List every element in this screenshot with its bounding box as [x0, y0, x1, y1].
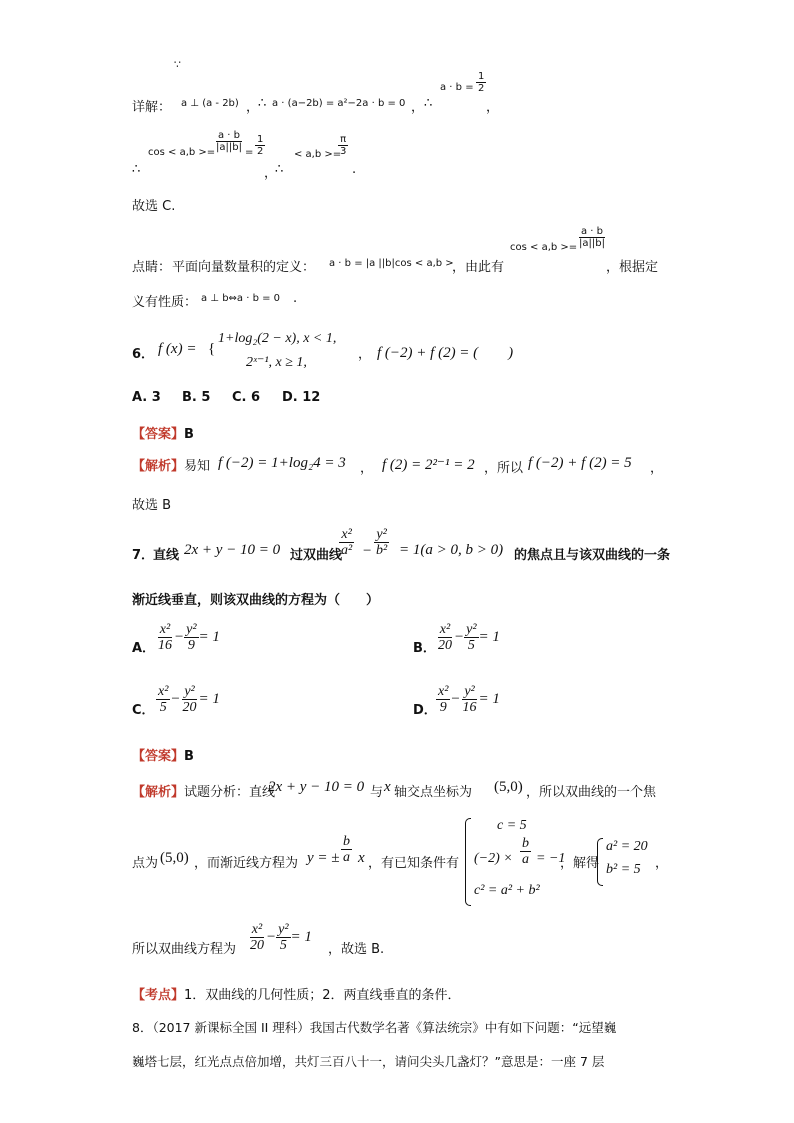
fraction-denominator: 3 [340, 146, 347, 157]
answer-value: B [184, 749, 194, 764]
therefore-symbol: ∴ [424, 96, 433, 111]
fraction-numerator: a · b [217, 130, 240, 141]
question-number: 6． [132, 347, 155, 362]
minus-sign: − [454, 629, 465, 646]
fraction-numerator: π [340, 134, 347, 145]
fraction-denominator: 5 [159, 700, 167, 716]
option-c: C. 6 [232, 390, 261, 405]
minus-sign: − [450, 691, 461, 708]
minus-sign: − [266, 929, 277, 946]
cos-fraction [577, 226, 607, 249]
detail-condition: a ⊥ (a - 2b) [181, 98, 239, 109]
asymptote-lhs: y = ± [307, 850, 340, 866]
answer-value: B [184, 427, 194, 442]
fraction-denominator: a [522, 852, 529, 868]
question-text: 直线 [153, 548, 180, 563]
hyperbola-term [374, 527, 389, 559]
half-fraction [255, 134, 265, 157]
option-a-equation [156, 622, 220, 654]
analysis-text: 轴交点坐标为 [394, 785, 473, 800]
question-text: 过双曲线 [290, 548, 343, 563]
minus-sign: − [174, 629, 185, 646]
fraction-numerator: a · b [580, 226, 603, 237]
fraction-denominator: 9 [439, 700, 447, 716]
point-coordinate: (5,0) [494, 779, 523, 795]
question-number: 7． [132, 548, 155, 563]
analysis-text: ，所以双曲线的一个焦 [526, 785, 657, 800]
analysis-text: ， [655, 856, 669, 871]
analysis-formula: f (−2) = 1+log₂4 = 3 [218, 455, 346, 471]
system-equation: c² = a² + b² [474, 883, 540, 898]
hyperbola-term [339, 527, 354, 559]
cos-lhs: cos < a,b >= [510, 242, 578, 253]
kaodian-tag: 【考点】 [132, 988, 185, 1003]
fraction-denominator: 9 [187, 638, 195, 654]
system-equation: = −1 [536, 851, 566, 866]
analysis-text: 试题分析：直线 [184, 785, 276, 800]
option-c-equation [156, 684, 220, 716]
option-a: A. 3 [132, 390, 161, 405]
function-lhs: f (x) = [158, 341, 197, 357]
point-coordinate: (5,0) [160, 850, 189, 866]
fraction-denominator: 2 [478, 83, 485, 94]
fraction-numerator: 1 [257, 134, 264, 145]
conclusion-text: 故选 B [132, 498, 172, 513]
detail-expression: a · (a−2b) = a²−2a · b = 0 [272, 98, 406, 109]
minus-sign: − [363, 543, 372, 559]
solution-equation: b² = 5 [606, 862, 641, 877]
fraction-denominator: 20 [182, 700, 197, 716]
fraction-numerator: x² [438, 684, 449, 699]
analysis-text: ，所以 [484, 461, 524, 476]
analysis-tag: 【解析】 [132, 785, 185, 800]
therefore-symbol: ∴ [275, 162, 284, 177]
angle-lhs: < a,b >= [294, 149, 342, 160]
axis-variable: x [384, 779, 391, 795]
piecewise-case: 1+log₂(2 − x), x < 1, [218, 331, 337, 346]
fraction-numerator: x² [158, 684, 169, 699]
analysis-row [132, 455, 210, 474]
comment-text: ，由此有 [452, 260, 505, 275]
fraction-denominator: 16 [158, 638, 172, 654]
solution-equation: a² = 20 [606, 839, 648, 854]
analysis-text: 点为 [132, 856, 159, 871]
fraction-denominator: |a||b| [579, 238, 605, 249]
fraction-numerator: x² [159, 622, 171, 637]
kaodian-row [132, 984, 461, 1003]
analysis-text: 易知 [184, 459, 211, 474]
fraction-denominator: 16 [462, 700, 477, 716]
fraction-denominator: 5 [279, 938, 287, 954]
option-label: D． [413, 703, 437, 718]
pi-fraction [338, 134, 348, 157]
hyperbola-rhs: = 1(a > 0, b > 0) [399, 542, 504, 558]
analysis-tag: 【解析】 [132, 459, 185, 474]
dot-product-lhs: a · b = [440, 82, 474, 93]
question-text: 的焦点且与该双曲线的一条 [514, 548, 671, 563]
perpendicular-property: a ⊥ b⇔a · b = 0 [201, 293, 281, 304]
system-equation: (−2) × [474, 851, 513, 866]
option-label: C． [132, 703, 155, 718]
fraction-numerator: x² [341, 527, 352, 542]
analysis-row [132, 781, 275, 800]
fraction-numerator: y² [184, 684, 195, 699]
option-b: B. 5 [182, 390, 211, 405]
option-b-equation [436, 622, 500, 654]
line-equation: 2x + y − 10 = 0 [268, 779, 365, 795]
fraction-numerator: y² [186, 622, 197, 637]
equation-rhs: = 1 [290, 929, 312, 946]
fraction-numerator: x² [251, 922, 263, 937]
fraction-denominator: 5 [467, 638, 475, 654]
dot-product-definition: a · b = |a ||b|cos < a,b > [329, 258, 454, 269]
fraction-denominator: 2 [257, 146, 264, 157]
question-sep: ， [358, 347, 372, 362]
comment-period: . [293, 291, 298, 306]
detail-sep: ， [246, 100, 260, 115]
because-symbol: ∵ [174, 58, 181, 71]
analysis-formula: f (−2) + f (2) = 5 [528, 455, 632, 471]
fraction-numerator: y² [466, 622, 477, 637]
system-fraction [520, 836, 531, 868]
analysis-text: ，而渐近线方程为 [194, 856, 299, 871]
solution-brace [597, 838, 603, 886]
fraction-numerator: y² [278, 922, 289, 937]
option-d: D. 12 [282, 390, 321, 405]
fraction-denominator: a² [341, 543, 353, 559]
equation-rhs: = 1 [478, 629, 500, 646]
answer-row [132, 423, 194, 442]
asymptote-slope [341, 834, 352, 866]
detail-sep: ， [486, 100, 500, 115]
analysis-text: ，故选 B. [328, 942, 385, 957]
fraction-numerator: x² [439, 622, 451, 637]
option-d-equation [436, 684, 500, 716]
equation-rhs: = 1 [478, 691, 500, 708]
result-equation [248, 922, 312, 954]
fraction-numerator: b [343, 834, 350, 849]
fraction-denominator: 20 [250, 938, 264, 954]
half-fraction [476, 71, 486, 94]
cos-fraction [214, 130, 244, 153]
fraction-numerator: y² [464, 684, 475, 699]
system-equation: c = 5 [497, 818, 527, 833]
equation-rhs: = 1 [198, 691, 220, 708]
question-ask: f (−2) + f (2) = ( ) [377, 345, 514, 361]
fraction-denominator: b² [376, 543, 388, 559]
detail-label: 详解： [132, 100, 172, 115]
cos-lhs: cos < a,b >= [148, 147, 216, 158]
analysis-text: ， [650, 461, 664, 476]
analysis-formula: f (2) = 2²⁻¹ = 2 [382, 457, 475, 473]
answer-row [132, 745, 194, 764]
equals-sign: = [245, 147, 254, 158]
fraction-denominator: |a||b| [216, 142, 242, 153]
detail-period: . [352, 162, 357, 177]
therefore-symbol: ∴ [258, 96, 267, 111]
comment-text: 平面向量数量积的定义： [172, 260, 316, 275]
kaodian-text: 1．双曲线的几何性质；2．两直线垂直的条件． [184, 988, 461, 1003]
analysis-text: ，有已知条件有 [368, 856, 460, 871]
option-label: A． [132, 641, 156, 656]
analysis-text: 与 [370, 785, 384, 800]
comment-label: 点睛： [132, 260, 172, 275]
fraction-denominator: a [343, 850, 350, 866]
detail-sep: ， [264, 166, 278, 181]
question-8-line: 巍塔七层，红光点点倍加增，共灯三百八十一，请问尖头几盏灯？”意思是：一座 7 层 [132, 1054, 605, 1069]
analysis-text: ， [360, 461, 374, 476]
answer-tag: 【答案】 [132, 749, 185, 764]
fraction-numerator: 1 [478, 71, 485, 82]
choose-c-text: 故选 C. [132, 199, 176, 214]
piecewise-case: 2ˣ⁻¹, x ≥ 1, [246, 355, 307, 370]
system-brace [465, 818, 471, 906]
fraction-numerator: b [522, 836, 529, 851]
minus-sign: − [170, 691, 181, 708]
analysis-text: 所以双曲线方程为 [132, 942, 237, 957]
question-text: 渐近线垂直，则该双曲线的方程为（ ） [132, 593, 380, 608]
question-8-line: 8．（2017 新课标全国 II 理科）我国古代数学名著《算法统宗》中有如下问题：“远望巍 [132, 1020, 617, 1035]
equation-rhs: = 1 [198, 629, 220, 646]
piecewise-brace: { [208, 341, 216, 357]
comment-text: ，根据定 [606, 260, 659, 275]
therefore-symbol: ∴ [132, 162, 141, 177]
option-label: B． [413, 641, 436, 656]
detail-sep: ， [411, 100, 425, 115]
comment-text: 义有性质： [132, 295, 198, 310]
analysis-text: ，解得 [560, 856, 600, 871]
asymptote-variable: x [358, 850, 365, 866]
fraction-numerator: y² [376, 527, 387, 542]
line-equation: 2x + y − 10 = 0 [184, 542, 281, 558]
fraction-denominator: 20 [438, 638, 452, 654]
answer-tag: 【答案】 [132, 427, 185, 442]
